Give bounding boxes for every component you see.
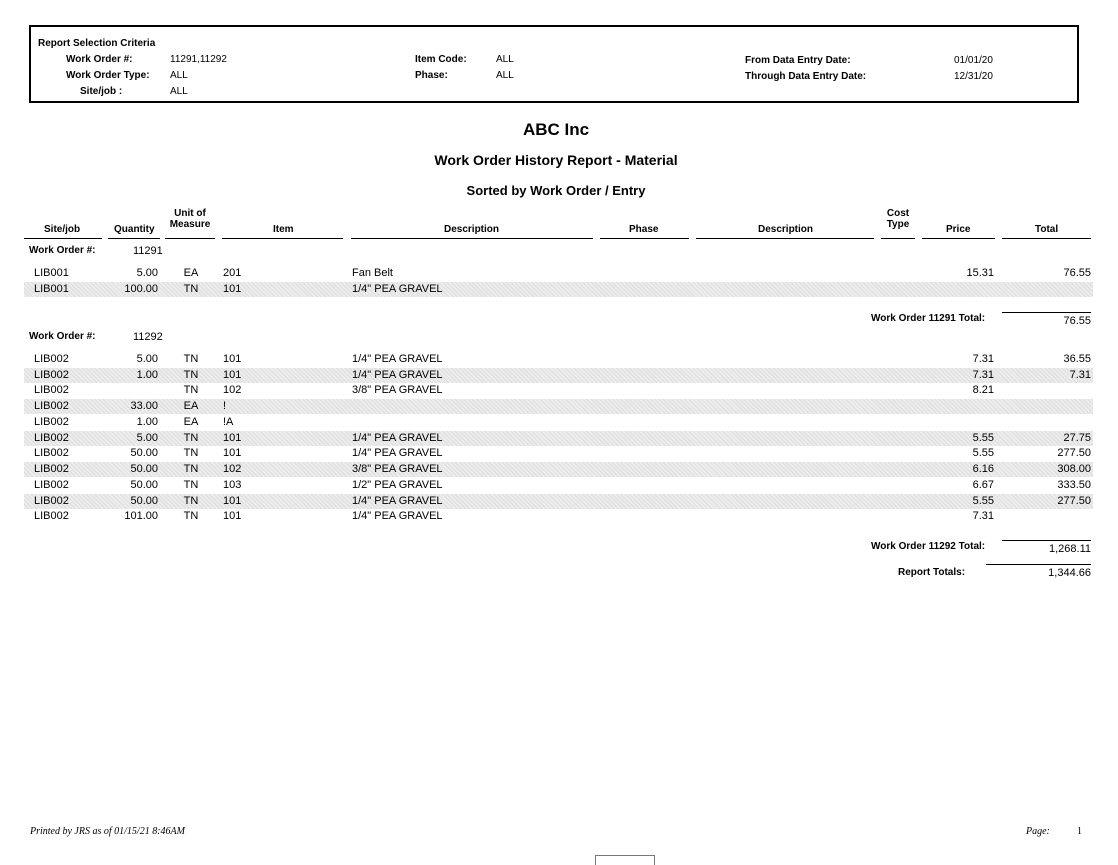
col-phase: Phase bbox=[629, 224, 659, 235]
work-order-value: 11291,11292 bbox=[170, 54, 227, 65]
col-phase-description: Description bbox=[758, 224, 814, 235]
header-underline bbox=[108, 238, 160, 239]
cell-description: 1/4" PEA GRAVEL bbox=[352, 447, 443, 459]
cell-item: 101 bbox=[223, 510, 242, 522]
table-row bbox=[24, 383, 1093, 398]
cell-quantity: 5.00 bbox=[136, 432, 158, 444]
report-totals-label: Report Totals: bbox=[898, 567, 966, 578]
col-quantity: Quantity bbox=[114, 224, 155, 235]
cell-site-job: LIB002 bbox=[34, 416, 69, 428]
cell-quantity: 50.00 bbox=[130, 463, 158, 475]
cell-uom: TN bbox=[183, 353, 199, 365]
table-row bbox=[24, 431, 1093, 446]
table-row bbox=[24, 509, 1093, 524]
cell-uom: TN bbox=[183, 479, 199, 491]
cell-uom: TN bbox=[183, 510, 199, 522]
cell-uom: TN bbox=[183, 369, 199, 381]
work-order-label: Work Order #: bbox=[29, 245, 96, 256]
cell-site-job: LIB001 bbox=[34, 283, 69, 295]
work-order-label: Work Order #: bbox=[29, 331, 96, 342]
cell-site-job: LIB002 bbox=[34, 447, 69, 459]
cell-item: !A bbox=[223, 416, 234, 428]
total-overline bbox=[1002, 312, 1091, 313]
header-underline bbox=[351, 238, 593, 239]
cell-price: 6.16 bbox=[972, 463, 994, 475]
cell-price: 7.31 bbox=[972, 369, 994, 381]
header-underline bbox=[600, 238, 689, 239]
table-row bbox=[24, 266, 1093, 281]
table-row bbox=[24, 352, 1093, 367]
cell-item: ! bbox=[223, 400, 227, 412]
from-date-value: 01/01/20 bbox=[954, 55, 993, 66]
cell-total: 76.55 bbox=[1063, 267, 1091, 279]
col-cost-type-line2: Type bbox=[886, 219, 910, 230]
col-site-job: Site/job bbox=[44, 224, 81, 235]
from-date-label: From Data Entry Date: bbox=[745, 55, 851, 66]
header-underline bbox=[881, 238, 915, 239]
cell-description: 1/4" PEA GRAVEL bbox=[352, 353, 443, 365]
table-row bbox=[24, 494, 1093, 509]
cell-description: 1/4" PEA GRAVEL bbox=[352, 495, 443, 507]
cell-quantity: 50.00 bbox=[130, 495, 158, 507]
cell-price: 5.55 bbox=[972, 447, 994, 459]
cell-site-job: LIB002 bbox=[34, 384, 69, 396]
cell-item: 101 bbox=[223, 283, 242, 295]
cell-item: 101 bbox=[223, 353, 242, 365]
page-label: Page: bbox=[1026, 826, 1050, 837]
total-overline bbox=[1002, 540, 1091, 541]
col-cost-type-line1: Cost bbox=[886, 208, 910, 219]
cell-description: 3/8" PEA GRAVEL bbox=[352, 463, 443, 475]
phase-label: Phase: bbox=[415, 70, 448, 81]
cell-uom: EA bbox=[183, 400, 199, 412]
cell-quantity: 101.00 bbox=[124, 510, 158, 522]
cell-price: 15.31 bbox=[966, 267, 994, 279]
cell-description: Fan Belt bbox=[352, 267, 393, 279]
table-row bbox=[24, 415, 1093, 430]
cell-quantity: 33.00 bbox=[130, 400, 158, 412]
col-price: Price bbox=[946, 224, 971, 235]
cell-uom: TN bbox=[183, 463, 199, 475]
cell-total: 36.55 bbox=[1063, 353, 1091, 365]
header-underline bbox=[165, 238, 215, 239]
item-code-label: Item Code: bbox=[415, 54, 467, 65]
report-subtitle: Sorted by Work Order / Entry bbox=[466, 183, 646, 198]
work-order-total-value: 1,268.11 bbox=[1048, 543, 1091, 555]
cell-quantity: 5.00 bbox=[136, 267, 158, 279]
cell-item: 101 bbox=[223, 495, 242, 507]
cell-uom: EA bbox=[183, 416, 199, 428]
cell-uom: TN bbox=[183, 283, 199, 295]
cell-quantity: 1.00 bbox=[136, 416, 158, 428]
cell-total: 333.50 bbox=[1057, 479, 1091, 491]
cell-item: 201 bbox=[223, 267, 242, 279]
cell-item: 103 bbox=[223, 479, 242, 491]
printed-by: Printed by JRS as of 01/15/21 8:46AM bbox=[30, 826, 185, 837]
table-row bbox=[24, 446, 1093, 461]
cell-quantity: 50.00 bbox=[130, 447, 158, 459]
cell-price: 5.55 bbox=[972, 432, 994, 444]
work-order-type-label: Work Order Type: bbox=[66, 70, 150, 81]
company-name: ABC Inc bbox=[522, 120, 590, 139]
cell-site-job: LIB002 bbox=[34, 463, 69, 475]
cell-uom: EA bbox=[183, 267, 199, 279]
table-row bbox=[24, 478, 1093, 493]
cell-price: 6.67 bbox=[972, 479, 994, 491]
report-total-overline bbox=[986, 564, 1091, 565]
cell-price: 7.31 bbox=[972, 510, 994, 522]
work-order-label: Work Order #: bbox=[66, 54, 133, 65]
cell-item: 101 bbox=[223, 447, 242, 459]
through-date-label: Through Data Entry Date: bbox=[745, 71, 867, 82]
header-underline bbox=[696, 238, 874, 239]
table-row bbox=[24, 282, 1093, 297]
cell-total: 277.50 bbox=[1057, 495, 1091, 507]
cell-site-job: LIB002 bbox=[34, 479, 69, 491]
clipped-window-tab bbox=[595, 855, 655, 865]
cell-total: 277.50 bbox=[1057, 447, 1091, 459]
table-row bbox=[24, 462, 1093, 477]
cell-quantity: 5.00 bbox=[136, 353, 158, 365]
cell-uom: TN bbox=[183, 495, 199, 507]
cell-price: 7.31 bbox=[972, 353, 994, 365]
col-total: Total bbox=[1035, 224, 1059, 235]
table-row bbox=[24, 399, 1093, 414]
item-code-value: ALL bbox=[496, 54, 514, 65]
cell-total: 7.31 bbox=[1069, 369, 1091, 381]
cell-item: 101 bbox=[223, 369, 242, 381]
site-job-label: Site/job : bbox=[80, 86, 123, 97]
col-uom-line1: Unit of bbox=[174, 208, 206, 219]
cell-quantity: 50.00 bbox=[130, 479, 158, 491]
cell-total: 308.00 bbox=[1057, 463, 1091, 475]
cell-item: 101 bbox=[223, 432, 242, 444]
cell-description: 1/2" PEA GRAVEL bbox=[352, 479, 443, 491]
work-order-total-label: Work Order 11291 Total: bbox=[871, 313, 986, 324]
cell-site-job: LIB002 bbox=[34, 369, 69, 381]
cell-uom: TN bbox=[183, 432, 199, 444]
cell-site-job: LIB001 bbox=[34, 267, 69, 279]
header-underline bbox=[1002, 238, 1091, 239]
criteria-title: Report Selection Criteria bbox=[38, 38, 156, 49]
table-row bbox=[24, 368, 1093, 383]
cell-description: 1/4" PEA GRAVEL bbox=[352, 432, 443, 444]
cell-site-job: LIB002 bbox=[34, 353, 69, 365]
work-order-total-label: Work Order 11292 Total: bbox=[871, 541, 986, 552]
header-underline bbox=[24, 238, 102, 239]
cell-item: 102 bbox=[223, 463, 242, 475]
report-title: Work Order History Report - Material bbox=[434, 152, 678, 168]
cell-description: 1/4" PEA GRAVEL bbox=[352, 283, 443, 295]
work-order-type-value: ALL bbox=[170, 70, 188, 81]
header-underline bbox=[222, 238, 343, 239]
through-date-value: 12/31/20 bbox=[954, 71, 993, 82]
cell-uom: TN bbox=[183, 384, 199, 396]
col-uom-line2: Measure bbox=[169, 219, 211, 230]
cell-site-job: LIB002 bbox=[34, 510, 69, 522]
col-description: Description bbox=[444, 224, 500, 235]
cell-uom: TN bbox=[183, 447, 199, 459]
cell-description: 1/4" PEA GRAVEL bbox=[352, 369, 443, 381]
header-underline bbox=[922, 238, 995, 239]
cell-quantity: 1.00 bbox=[136, 369, 158, 381]
cell-quantity: 100.00 bbox=[124, 283, 158, 295]
cell-description: 3/8" PEA GRAVEL bbox=[352, 384, 443, 396]
cell-price: 5.55 bbox=[972, 495, 994, 507]
cell-site-job: LIB002 bbox=[34, 495, 69, 507]
page-number: 1 bbox=[1077, 826, 1082, 837]
cell-site-job: LIB002 bbox=[34, 400, 69, 412]
cell-price: 8.21 bbox=[972, 384, 994, 396]
report-totals-value: 1,344.66 bbox=[1048, 567, 1091, 579]
cell-site-job: LIB002 bbox=[34, 432, 69, 444]
work-order-number: 11291 bbox=[133, 245, 163, 257]
cell-total: 27.75 bbox=[1063, 432, 1091, 444]
phase-value: ALL bbox=[496, 70, 514, 81]
cell-description: 1/4" PEA GRAVEL bbox=[352, 510, 443, 522]
cell-item: 102 bbox=[223, 384, 242, 396]
work-order-number: 11292 bbox=[133, 331, 163, 343]
work-order-total-value: 76.55 bbox=[1063, 315, 1091, 327]
site-job-value: ALL bbox=[170, 86, 188, 97]
col-item: Item bbox=[273, 224, 294, 235]
